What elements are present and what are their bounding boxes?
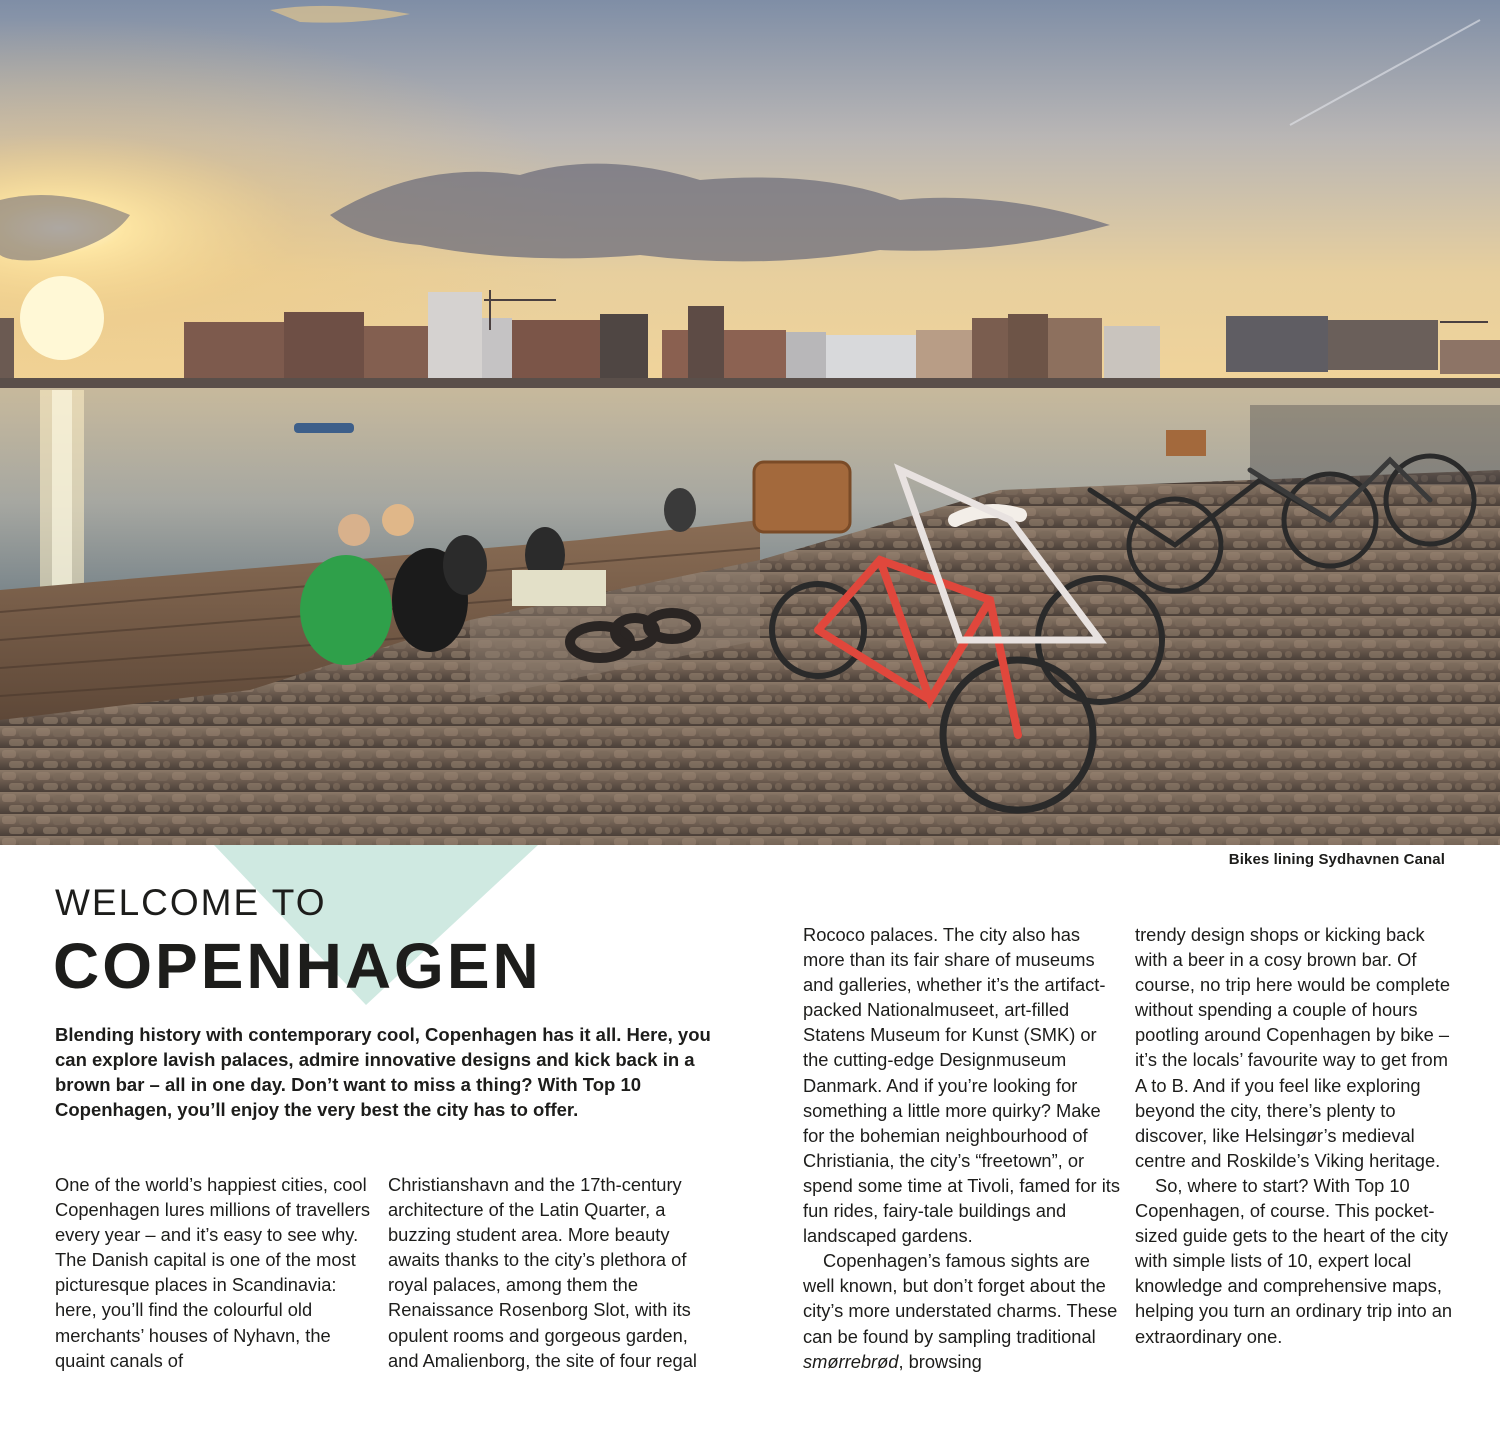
body-column-1 (55, 1172, 373, 1373)
text-run: Copenhagen’s famous sights are well known, but don’t forget about the city’s more understated charms. These can be found by sampling traditional (803, 1250, 1118, 1347)
text-run: , browsing (898, 1350, 982, 1372)
body-paragraph: Christianshavn and the 17th-century architecture of the Latin Quarter, a buzzing student area. More beauty awaits thanks to the city’s plethora of royal palaces, among them the Renaissance Rosenborg Slot, with its opulent rooms and gorgeous garden, and Amalienborg, the site of four regal (388, 1174, 697, 1371)
body-paragraph: So, where to start? With Top 10 Copenhagen, of course. This pocket-sized guide gets to the heart of the city with simple lists of 10, expert local knowledge and comprehensive maps, helping you turn an ordinary trip into an extraordinary one. (1135, 1174, 1453, 1347)
body-paragraph: Rococo palaces. The city also has more than its fair share of museums and galleries, whether it’s the artifact-packed Nationalmuseet, art-filled Statens Museum for Kunst (SMK) or the cutting-edge Designmuseum Danmark. And if you’re looking for something a little more quirky? Make for the bohemian neighbourhood of Christiania, the city’s “freetown”, or spend some time at Tivoli, famed for its fun rides, fairy-tale buildings and landscaped gardens. (803, 924, 1121, 1247)
page-title: COPENHAGEN (53, 930, 542, 1002)
heading-kicker: WELCOME TO (55, 882, 327, 923)
italic-term: smørrebrød (803, 1350, 899, 1372)
body-paragraph (803, 1248, 1121, 1373)
photo-caption: Bikes lining Sydhavnen Canal (1228, 851, 1445, 868)
body-paragraph: One of the world’s happiest cities, cool Copenhagen lures millions of travellers every year – and it’s easy to see why. The Danish capital is one of the most picturesque places in Scandinavia: here, you’ll find the colourful old merchants’ houses of Nyhavn, the quaint canals of (55, 1174, 371, 1371)
body-column-3 (803, 922, 1121, 1374)
body-column-4 (1135, 922, 1453, 1349)
intro-paragraph: Blending history with contemporary cool, Copenhagen has it all. Here, you can explore lavish palaces, admire innovative designs and kick back in a brown bar – all in one day. Don’t want to miss a thing? With Top 10 Copenhagen, you’ll enjoy the very best the city has to offer. (55, 1024, 711, 1120)
body-paragraph: trendy design shops or kicking back with a beer in a cosy brown bar. Of course, no trip here would be complete without spending a couple of hours pootling around Copenhagen by bike – it’s the locals’ favourite way to get from A to B. And if you feel like exploring beyond the city, there’s plenty to discover, like Helsingør’s medieval centre and Roskilde’s Viking heritage. (1135, 924, 1451, 1171)
body-column-2 (388, 1172, 706, 1373)
